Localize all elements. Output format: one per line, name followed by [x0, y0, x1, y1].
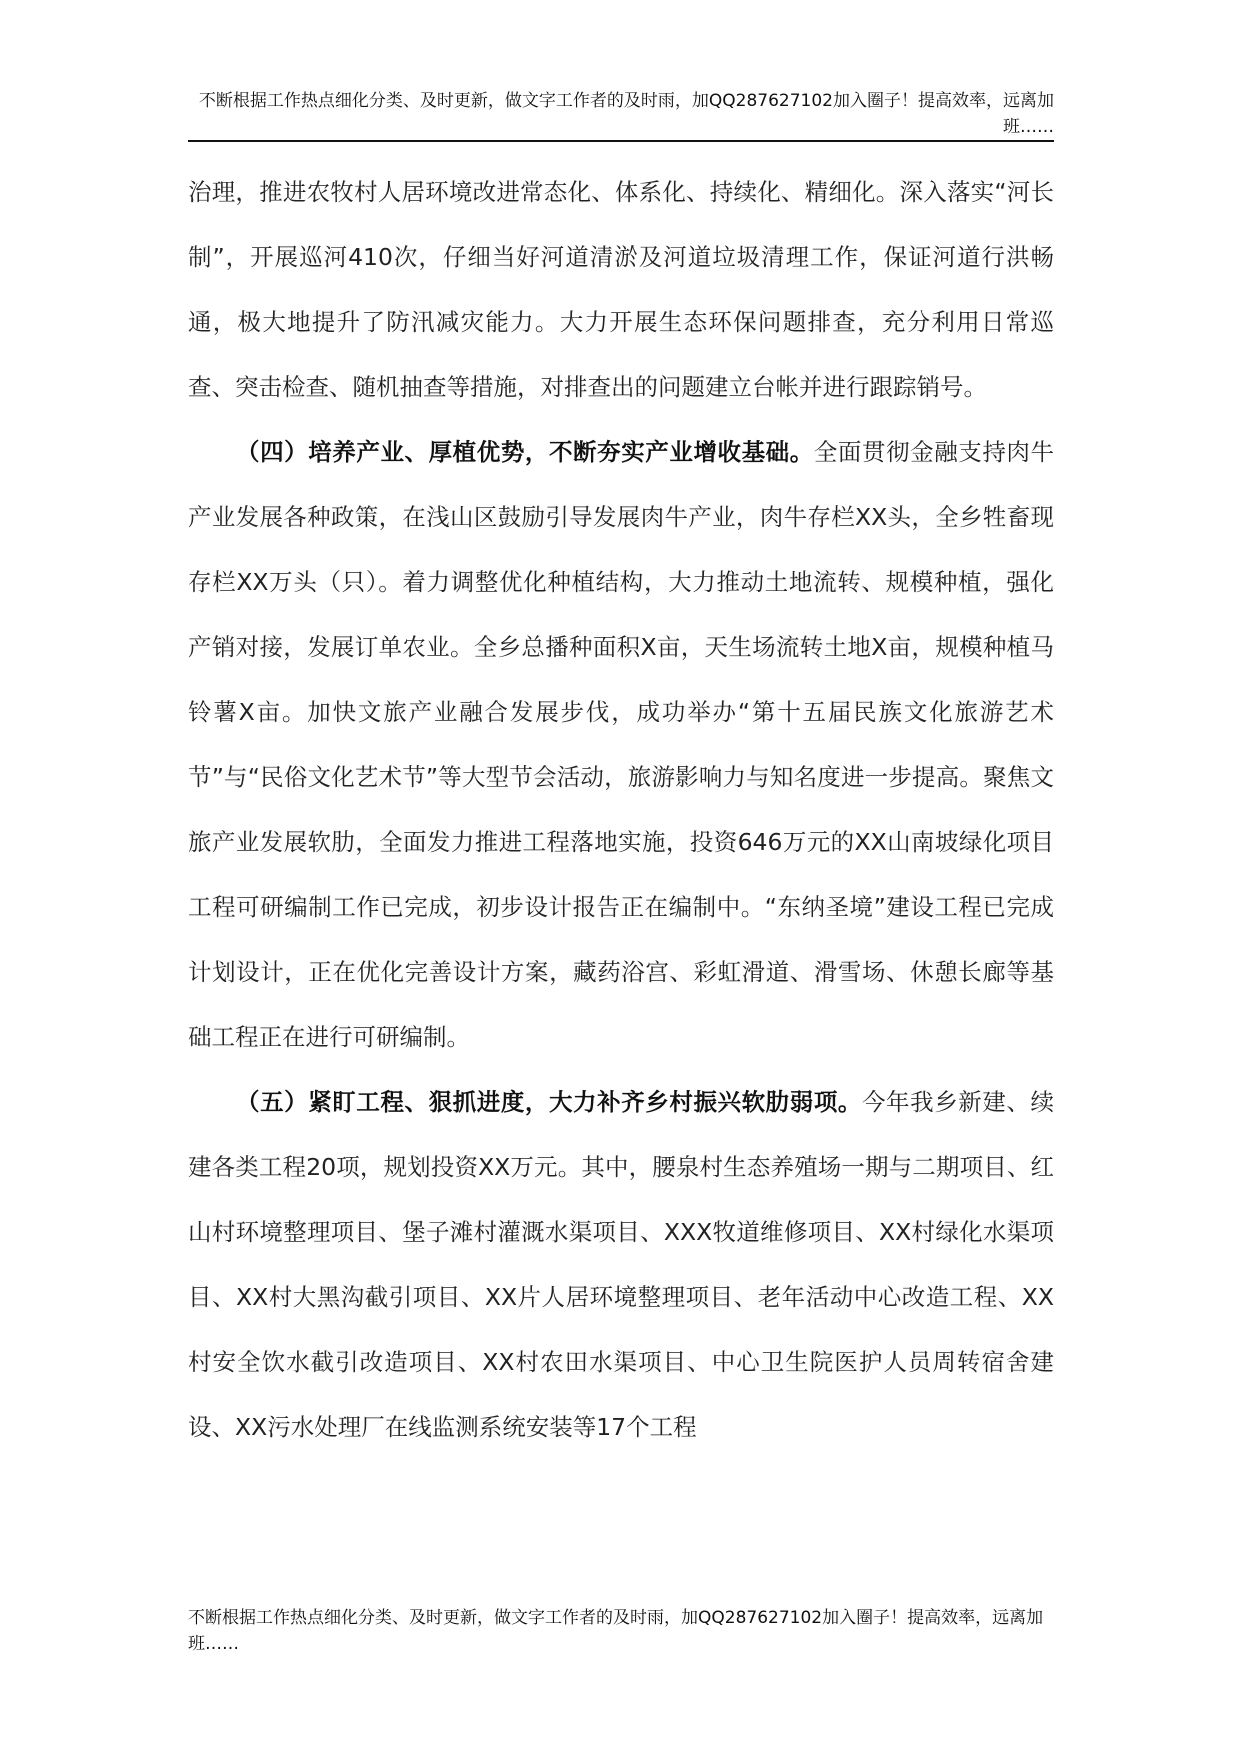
footer-text: 不断根据工作热点细化分类、及时更新，做文字工作者的及时雨，加QQ287627102加入圈子！提高效率，远离加班…… [188, 1608, 1044, 1654]
paragraph-environment [188, 160, 1054, 420]
section-heading-four: （四）培养产业、厚植优势，不断夯实产业增收基础。 [236, 438, 814, 466]
header-text: 不断根据工作热点细化分类、及时更新，做文字工作者的及时雨，加QQ287627102加入圈子！提高效率，远离加班…… [198, 91, 1054, 137]
paragraph-text: 治理，推进农牧村人居环境改进常态化、体系化、持续化、精细化。深入落实“河长制”，开展巡河410次，仔细当好河道清淤及河道垃圾清理工作，保证河道行洪畅通，极大地提升了防汛减灾能力。大力开展生态环保问题排查，充分利用日常巡查、突击检查、随机抽查等措施，对排查出的问题建立台帐并进行跟踪销号。 [188, 178, 1054, 401]
header-divider [188, 140, 1054, 142]
paragraph-industry [188, 420, 1054, 1070]
section-heading-five: （五）紧盯工程、狠抓进度，大力补齐乡村振兴软肋弱项。 [236, 1088, 862, 1116]
paragraph-text: 今年我乡新建、续建各类工程20项，规划投资XX万元。其中，腰泉村生态养殖场一期与二期项目、红山村环境整理项目、堡子滩村灌溉水渠项目、XXX牧道维修项目、XX村绿化水渠项目、XX村大黑沟截引项目、XX片人居环境整理项目、老年活动中心改造工程、XX村安全饮水截引改造项目、XX村农田水渠项目、中心卫生院医护人员周转宿舍建设、XX污水处理厂在线监测系统安装等17个工程 [188, 1088, 1054, 1441]
page-footer [188, 1605, 1054, 1657]
paragraph-projects [188, 1070, 1054, 1460]
page-header [188, 88, 1054, 140]
document-body [188, 160, 1054, 1460]
paragraph-text: 全面贯彻金融支持肉牛产业发展各种政策，在浅山区鼓励引导发展肉牛产业，肉牛存栏XX头，全乡牲畜现存栏XX万头（只）。着力调整优化种植结构，大力推动土地流转、规模种植，强化产销对接，发展订单农业。全乡总播种面积X亩，天生场流转土地X亩，规模种植马铃薯X亩。加快文旅产业融合发展步伐，成功举办“第十五届民族文化旅游艺术节”与“民俗文化艺术节”等大型节会活动，旅游影响力与知名度进一步提高。聚焦文旅产业发展软肋，全面发力推进工程落地实施，投资646万元的XX山南坡绿化项目工程可研编制工作已完成，初步设计报告正在编制中。“东纳圣境”建设工程已完成计划设计，正在优化完善设计方案，藏药浴宫、彩虹滑道、滑雪场、休憩长廊等基础工程正在进行可研编制。 [188, 438, 1055, 1051]
